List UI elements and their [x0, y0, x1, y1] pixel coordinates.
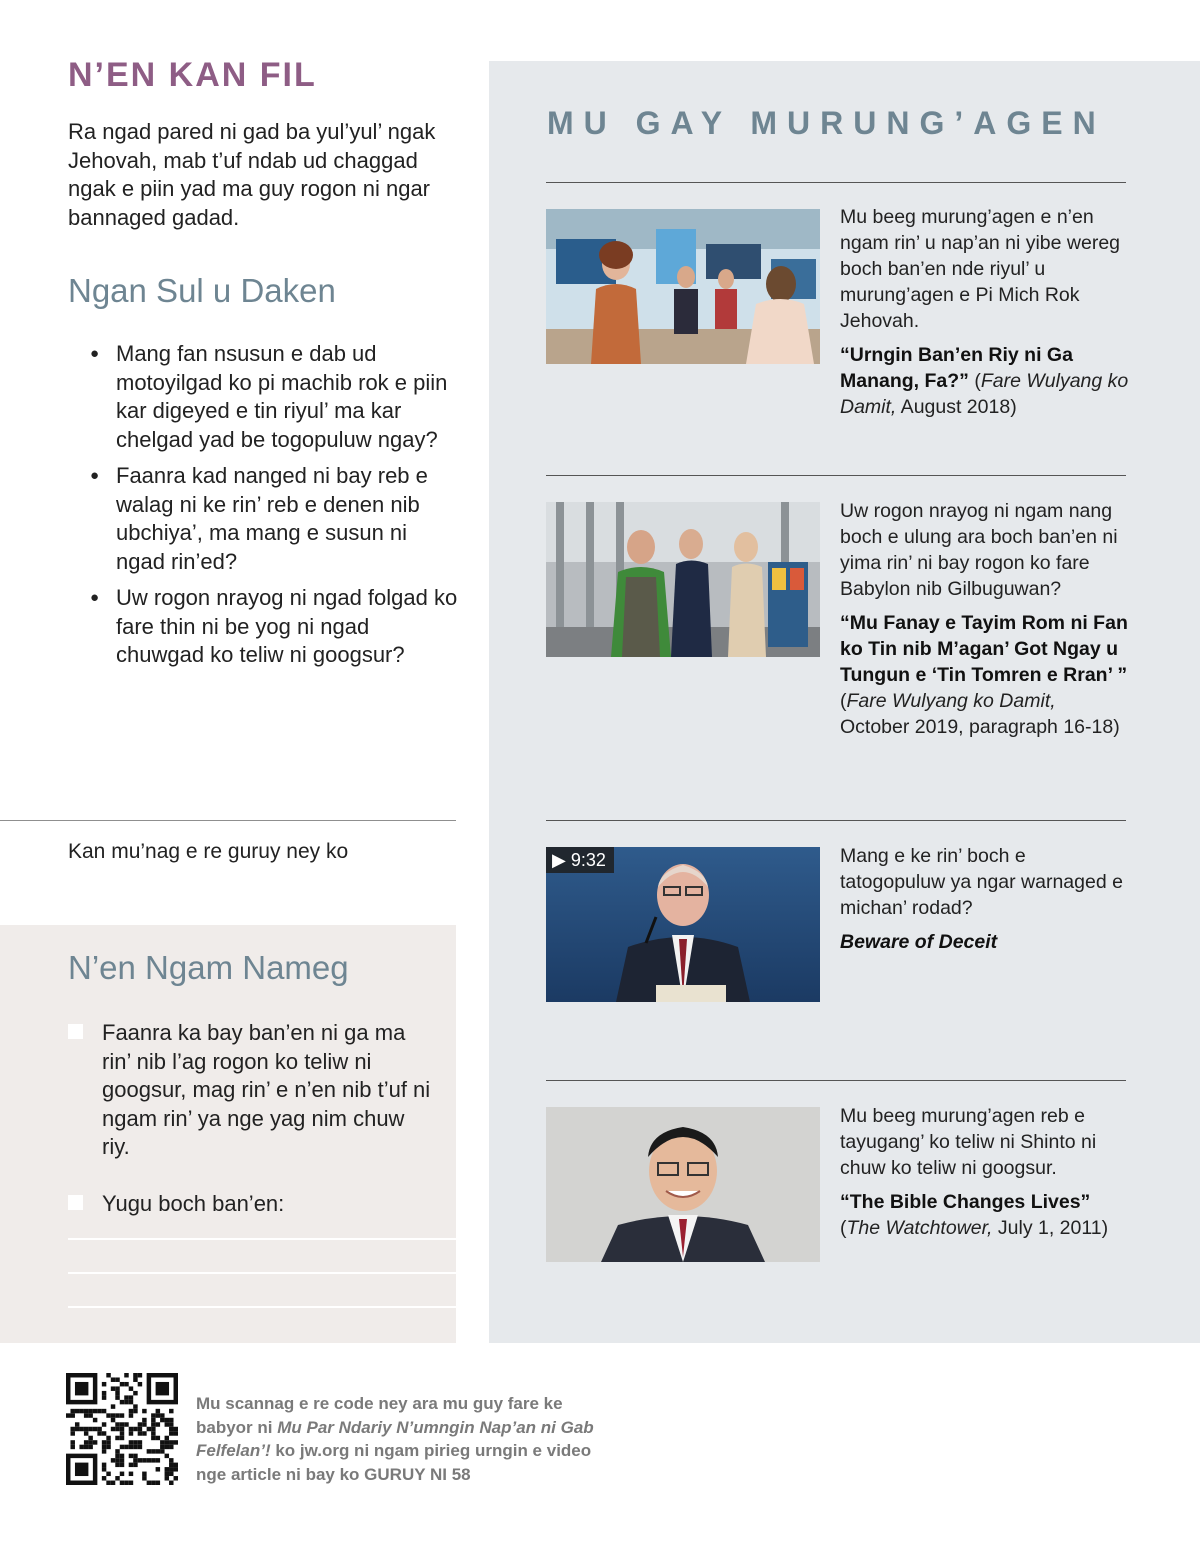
summary-text: Ra ngad pared ni gad ba yul’yul’ ngak Jehovah, mab t’uf ndab ud chaggad ngak e piin yad ma guy rogon ni ngar bannaged gadad. — [68, 119, 436, 230]
publication-name: Fare Wulyang ko Damit, — [840, 370, 1129, 418]
write-line[interactable] — [68, 1238, 456, 1240]
goals-panel — [0, 925, 456, 1343]
explore-heading: MU GAY MURUNG’AGEN — [547, 105, 1106, 141]
write-line[interactable] — [68, 1272, 456, 1274]
article-thumbnail[interactable] — [546, 502, 820, 657]
article-description: Mu beeg murung’agen e n’en ngam rin’ u nap’an ni yibe wereg boch ban’en nde riyul’ u murung’agen e Pi Mich Rok Jehovah. — [840, 206, 1121, 332]
people-reading-phones-image — [546, 209, 820, 364]
explore-panel — [489, 61, 1200, 1343]
ref-open: ( — [968, 370, 981, 392]
review-question: ● Mang fan nsusun e dab ud motoyilgad ko pi machib rok e piin kar digeyed e tin riyul’ ma kar chelgad yad be togopuluw ngay? — [90, 340, 460, 454]
goals-list — [68, 1019, 438, 1246]
divider — [546, 820, 1126, 821]
cart-witnessing-image — [546, 502, 820, 657]
publication-name: Fare Wulyang ko Damit, — [846, 690, 1056, 712]
book-title[interactable]: Mu Par Ndariy N’umngin Nap’an ni Gab Felfelan’! — [196, 1417, 594, 1460]
article-info — [840, 1103, 1130, 1241]
summary-title: N’EN KAN FIL — [68, 56, 317, 94]
ref-open: ( — [840, 690, 847, 712]
divider — [546, 475, 1126, 476]
article-thumbnail[interactable] — [546, 209, 820, 364]
divider — [0, 820, 456, 821]
lesson-completed-label: Kan mu’nag e re guruy ney ko — [68, 840, 349, 863]
footer-note — [196, 1392, 596, 1486]
review-question: ● Faanra kad nanged ni bay reb e walag ni ke rin’ reb e denen nib ubchiya’, ma mang e susun ni ngad rin’ed? — [90, 462, 460, 576]
video-thumbnail[interactable] — [546, 847, 820, 1002]
smiling-man-image — [546, 1107, 820, 1262]
video-description: Mang e ke rin’ boch e tatogopuluw ya ngar warnaged e michan’ rodad? — [840, 845, 1123, 919]
footer-text-start: Mu scannag e re code ney ara mu guy fare ke babyor ni — [196, 1394, 563, 1437]
footer-text-end: ko jw.org ni ngam pirieg urngin e video nge article ni bay ko GURUY NI 58 — [196, 1441, 592, 1484]
ref-open: ( — [840, 1217, 847, 1239]
article-description: Mu beeg murung’agen reb e tayugang’ ko teliw ni Shinto ni chuw ko teliw ni googsur. — [840, 1105, 1097, 1179]
review-heading: Ngan Sul u Daken — [68, 272, 336, 309]
article-title[interactable]: “Urngin Ban’en Riy ni Ga Manang, Fa?” — [840, 344, 1073, 392]
publication-name: The Watchtower, — [846, 1217, 993, 1239]
divider — [546, 1080, 1126, 1081]
video-title[interactable]: Beware of Deceit — [840, 931, 998, 953]
article-info — [840, 498, 1130, 740]
article-thumbnail[interactable] — [546, 1107, 820, 1262]
goal-item — [68, 1190, 438, 1219]
divider — [546, 182, 1126, 183]
publication-date: July 1, 2011) — [992, 1217, 1109, 1239]
publication-date: October 2019, paragraph 16-18) — [840, 716, 1120, 738]
qr-code-icon[interactable] — [66, 1373, 178, 1485]
goal-checkbox[interactable] — [68, 1024, 83, 1039]
goal-text: Faanra ka bay ban’en ni ga ma rin’ nib l’ag rogon ko teliw ni googsur, mag rin’ e n’en nib t’uf ni ngam rin’ ya nge yag nim chuw riy. — [102, 1020, 431, 1159]
article-description: Uw rogon nrayog ni ngam nang boch e ulung ara boch ban’en ni yima rin’ ni bay rogon ko fare Babylon nib Gilbuguwan? — [840, 500, 1118, 600]
write-line[interactable] — [68, 1306, 456, 1308]
article-info — [840, 204, 1130, 420]
goal-checkbox[interactable] — [68, 1195, 83, 1210]
article-title[interactable]: “Mu Fanay e Tayim Rom ni Fan ko Tin nib M’agan’ Got Ngay u Tungun e ‘Tin Tomren e Rran’ ” — [840, 612, 1128, 686]
article-reference — [840, 1189, 1130, 1241]
review-question: ● Uw rogon nrayog ni ngad folgad ko fare thin ni be yog ni ngad chuwgad ko teliw ni googsur? — [90, 584, 460, 670]
article-title[interactable]: “The Bible Changes Lives” — [840, 1191, 1091, 1213]
qr-code-graphic — [66, 1373, 178, 1485]
goals-heading: N’en Ngam Nameg — [68, 949, 349, 986]
video-info — [840, 843, 1130, 955]
goal-text: Yugu boch ban’en: — [102, 1190, 285, 1216]
publication-date: August 2018) — [896, 396, 1017, 418]
goal-item — [68, 1019, 438, 1162]
review-questions — [90, 340, 460, 678]
video-reference — [840, 929, 1130, 955]
article-reference — [840, 610, 1130, 740]
article-reference — [840, 342, 1130, 420]
video-duration-badge: ▶ 9:32 — [546, 847, 614, 873]
